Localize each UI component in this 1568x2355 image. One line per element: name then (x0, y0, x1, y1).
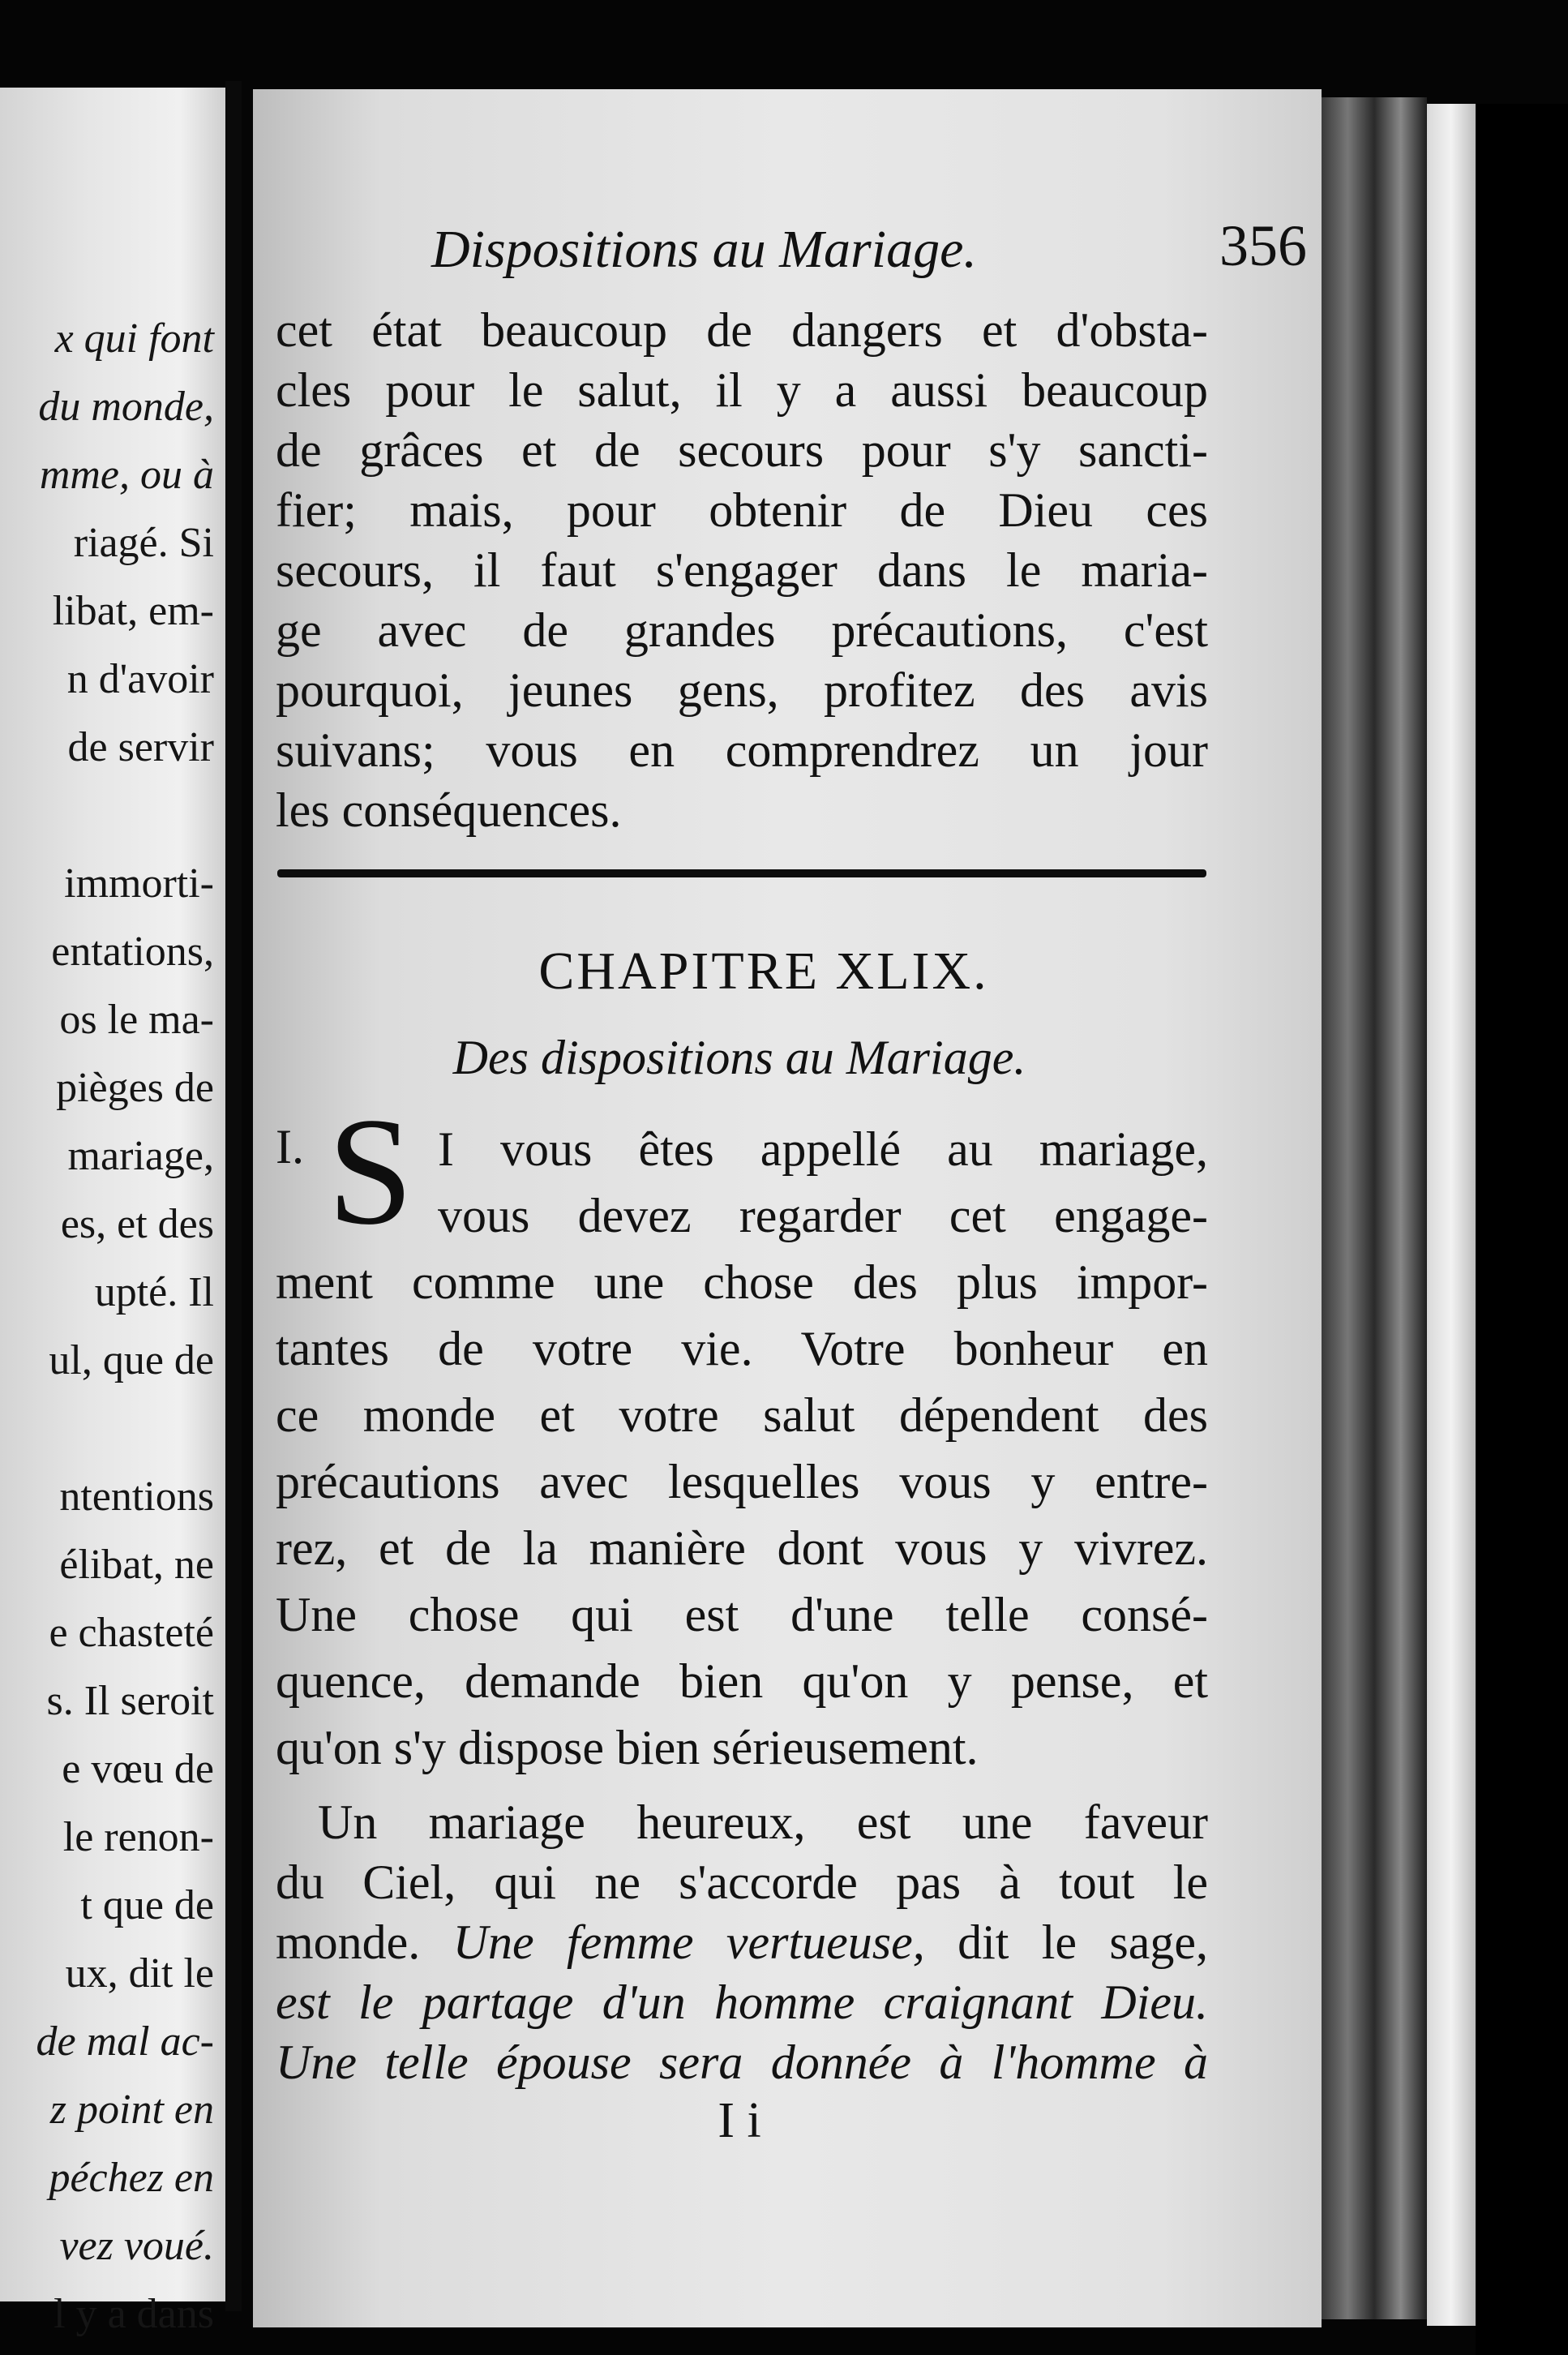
paragraph-number: I. (276, 1120, 304, 1173)
left-page-line: e vœu de (62, 1746, 214, 1792)
italic-span: Une femme vertueuse, (452, 1915, 925, 1969)
running-head-title: Dispositions au Mariage. (431, 220, 977, 279)
running-head (431, 213, 1307, 300)
left-page-line: de servir (67, 724, 214, 770)
page-gutter (225, 81, 242, 2311)
left-page-line: upté. Il (94, 1269, 214, 1315)
left-page-line: immorti- (64, 860, 214, 907)
left-page-line: x qui font (54, 315, 214, 362)
text-line: ce monde et votre salut dépendent des (276, 1388, 1208, 1442)
text-line: ment comme une chose des plus impor- (276, 1255, 1208, 1309)
drop-cap: S (328, 1087, 413, 1257)
text-line: quence, demande bien qu'on y pense, et (276, 1654, 1208, 1708)
signature-mark: I i (718, 2093, 761, 2148)
left-page-line: t que de (80, 1882, 214, 1928)
page-number: 356 (1219, 213, 1307, 278)
left-page-line: z point en (49, 2087, 214, 2133)
text-line (276, 2032, 1208, 2092)
text-line: cet état beaucoup de dangers et d'obsta- (276, 303, 1208, 357)
chapter-heading: CHAPITRE XLIX. (538, 942, 989, 1001)
left-page-line: pièges de (56, 1065, 214, 1111)
left-page-line: e chasteté (49, 1610, 214, 1656)
text-line: secours, il faut s'engager dans le maria- (276, 543, 1208, 597)
previous-page-fragment (0, 88, 225, 2337)
left-page-line: libat, em- (52, 588, 214, 634)
left-page-line: n d'avoir (66, 656, 214, 702)
page-edge-paper (1427, 104, 1476, 2326)
italic-span: Une telle épouse sera donnée à l'homme à (276, 2035, 1208, 2089)
left-page-line: entations, (51, 929, 214, 975)
text-line: fier; mais, pour obtenir de Dieu ces (276, 483, 1208, 537)
left-page-line: élibat, ne (59, 1542, 214, 1588)
text-line: cles pour le salut, il y a aussi beaucoup (276, 363, 1208, 417)
left-page-line: mme, ou à (39, 452, 214, 498)
text-span: monde. (276, 1915, 421, 1969)
text-line: les conséquences. (276, 783, 622, 837)
left-page-line: ux, dit le (65, 1950, 214, 1997)
text-line: vous devez regarder cet engage- (438, 1189, 1208, 1242)
left-page-line: péchez en (49, 2155, 214, 2201)
italic-span: est le partage d'un homme craignant Dieu. (276, 1975, 1208, 2029)
chapter-subtitle: Des dispositions au Mariage. (452, 1031, 1026, 1084)
text-span: dit le sage, (958, 1915, 1208, 1969)
left-page-line: mariage, (67, 1133, 214, 1179)
left-page-line: le renon- (62, 1814, 214, 1860)
left-page-line: riagé. Si (73, 520, 214, 566)
left-page-line: s. Il seroit (46, 1678, 214, 1724)
scan-border (1476, 104, 1568, 2355)
left-page-line: du monde, (38, 384, 214, 430)
left-page-line: de mal ac- (36, 2018, 214, 2065)
text-line: I vous êtes appellé au mariage, (438, 1122, 1208, 1176)
text-line: qu'on s'y dispose bien sérieusement. (276, 1721, 979, 1774)
left-page-line: ntentions (59, 1473, 214, 1520)
text-line: tantes de votre vie. Votre bonheur en (276, 1322, 1208, 1375)
text-line (276, 1912, 1208, 1972)
text-line: du Ciel, qui ne s'accorde pas à tout le (276, 1855, 1208, 1909)
text-line: de grâces et de secours pour s'y sancti- (276, 423, 1208, 477)
text-line: pourquoi, jeunes gens, profitez des avis (276, 663, 1208, 717)
text-line: précautions avec lesquelles vous y entre- (276, 1455, 1208, 1508)
left-page-line: ul, que de (49, 1337, 214, 1383)
text-line: ge avec de grandes précautions, c'est (276, 603, 1208, 657)
text-line: rez, et de la manière dont vous y vivrez. (276, 1521, 1208, 1575)
left-page-line: os le ma- (59, 997, 214, 1043)
section-rule (277, 869, 1206, 877)
left-page-line: es, et des (60, 1201, 214, 1247)
text-line: Une chose qui est d'une telle consé- (276, 1588, 1208, 1641)
text-line (276, 1972, 1208, 2032)
book-page (253, 89, 1322, 2327)
book-edge (1322, 97, 1427, 2319)
text-line: suivans; vous en comprendrez un jour (276, 723, 1208, 777)
left-page-line: vez voué. (59, 2223, 214, 2269)
left-page-line: l y a dans (54, 2291, 214, 2337)
text-line: Un mariage heureux, est une faveur (318, 1795, 1208, 1849)
